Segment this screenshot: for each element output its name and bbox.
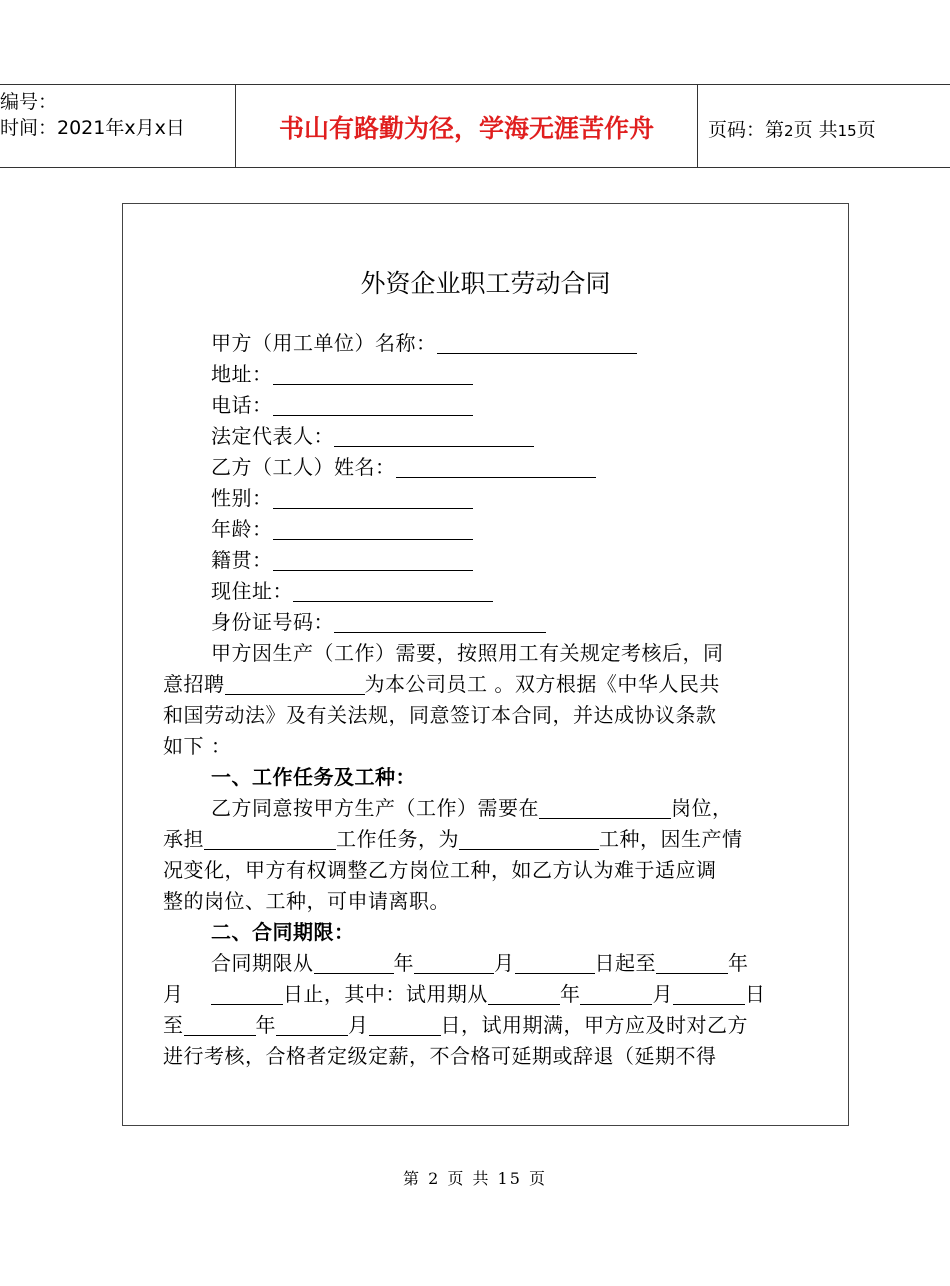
field-label: 法定代表人：: [211, 424, 334, 448]
page-footer: 第 2 页 共 15 页: [403, 1169, 547, 1188]
blank-line[interactable]: [580, 984, 652, 1005]
code-label: 编号：: [0, 91, 58, 113]
field-label: 地址：: [211, 362, 273, 386]
intro-line: 和国劳动法》及有关法规，同意签订本合同，并达成协议条款: [163, 703, 717, 727]
page-prefix: 页码：第: [708, 119, 785, 141]
page-number: 2: [784, 122, 794, 140]
blank-line[interactable]: [396, 457, 596, 478]
legal-rep-field: [163, 421, 813, 452]
current-address-field: [163, 576, 813, 607]
section2-line: [163, 979, 813, 1010]
text-run: 年: [559, 982, 581, 1006]
worker-name-field: [163, 452, 813, 483]
employer-name-field: [163, 328, 813, 359]
section2-line: [163, 948, 813, 979]
address-field: [163, 359, 813, 390]
blank-line[interactable]: [656, 953, 728, 974]
blank-line[interactable]: [211, 984, 283, 1005]
text-run: 日止，其中：试用期从: [282, 982, 488, 1006]
text-run: 月: [652, 982, 673, 1006]
motto: 书山有路勤为径，学海无涯苦作舟: [278, 114, 654, 143]
page-total: 15: [837, 122, 857, 140]
text-run: 日，试用期满，甲方应及时对乙方: [440, 1013, 748, 1037]
field-label: 甲方（用工单位）名称：: [211, 331, 437, 355]
text-run: 工种，因生产情: [599, 827, 743, 851]
blank-line[interactable]: [459, 829, 599, 850]
blank-line[interactable]: [293, 581, 493, 602]
field-label: 电话：: [211, 393, 273, 417]
text-run: 月: [163, 982, 184, 1006]
text-run: 日起至: [594, 951, 656, 975]
phone-field: [163, 390, 813, 421]
blank-line[interactable]: [414, 953, 494, 974]
page-suffix: 页: [856, 119, 876, 141]
header-meta: [0, 89, 185, 141]
section-heading: 二、合同期限：: [211, 920, 355, 944]
blank-line[interactable]: [437, 333, 637, 354]
section-heading: 一、工作任务及工种：: [211, 765, 416, 789]
blank-line[interactable]: [273, 519, 473, 540]
blank-line[interactable]: [225, 674, 365, 695]
blank-line[interactable]: [488, 984, 560, 1005]
field-label: 年龄：: [211, 517, 273, 541]
blank-line[interactable]: [273, 364, 473, 385]
blank-line[interactable]: [276, 1015, 348, 1036]
section1-line: [163, 824, 813, 855]
section1-line: 整的岗位、工种，可申请离职。: [163, 889, 450, 913]
section2-line: [163, 1010, 813, 1041]
section2-line: 进行考核，合格者定级定薪，不合格可延期或辞退（延期不得: [163, 1044, 717, 1068]
blank-line[interactable]: [314, 953, 394, 974]
blank-line[interactable]: [334, 426, 534, 447]
blank-line[interactable]: [273, 550, 473, 571]
blank-line[interactable]: [673, 984, 745, 1005]
intro-line: 如下 ：: [163, 734, 232, 758]
age-field: [163, 514, 813, 545]
text-run: 乙方同意按甲方生产（工作）需要在: [211, 796, 539, 820]
text-run: 工作任务，为: [336, 827, 459, 851]
page-mid: 页 共: [793, 119, 838, 141]
section1-line: [163, 793, 813, 824]
text-run: 岗位，: [671, 796, 733, 820]
text-run: 至: [163, 1013, 184, 1037]
text-run: 承担: [163, 827, 204, 851]
text-run: 意招聘: [163, 672, 225, 696]
time-label: 时间：2021年x月x日: [0, 117, 185, 139]
field-label: 性别：: [211, 486, 273, 510]
document-body: [163, 328, 813, 1072]
text-run: 合同期限从: [211, 951, 314, 975]
text-run: 年: [393, 951, 414, 975]
blank-line[interactable]: [273, 395, 473, 416]
header-divider: [697, 85, 698, 167]
text-run: 日: [744, 982, 766, 1006]
field-label: 身份证号码：: [211, 610, 334, 634]
document-frame: [122, 203, 849, 1126]
field-label: 籍贯：: [211, 548, 273, 572]
page-indicator: [708, 115, 876, 142]
id-number-field: [163, 607, 813, 638]
text-run: 月: [348, 1013, 369, 1037]
blank-line[interactable]: [204, 829, 336, 850]
header-table: [0, 84, 950, 168]
text-run: 年: [255, 1013, 276, 1037]
gender-field: [163, 483, 813, 514]
intro-line: [163, 669, 813, 700]
text-run: 月: [494, 951, 515, 975]
blank-line[interactable]: [334, 612, 546, 633]
section1-line: 况变化，甲方有权调整乙方岗位工种，如乙方认为难于适应调: [163, 858, 717, 882]
text-run: 年: [728, 951, 749, 975]
blank-line[interactable]: [515, 953, 595, 974]
intro-line: 甲方因生产（工作）需要，按照用工有关规定考核后，同: [211, 641, 724, 665]
field-label: 乙方（工人）姓名：: [211, 455, 396, 479]
blank-line[interactable]: [184, 1015, 256, 1036]
blank-line[interactable]: [539, 798, 671, 819]
blank-line[interactable]: [273, 488, 473, 509]
native-place-field: [163, 545, 813, 576]
text-run: 为本公司员工 。双方根据《中华人民共: [364, 672, 720, 696]
document-title: 外资企业职工劳动合同: [360, 269, 611, 298]
blank-line[interactable]: [369, 1015, 441, 1036]
field-label: 现住址：: [211, 579, 293, 603]
